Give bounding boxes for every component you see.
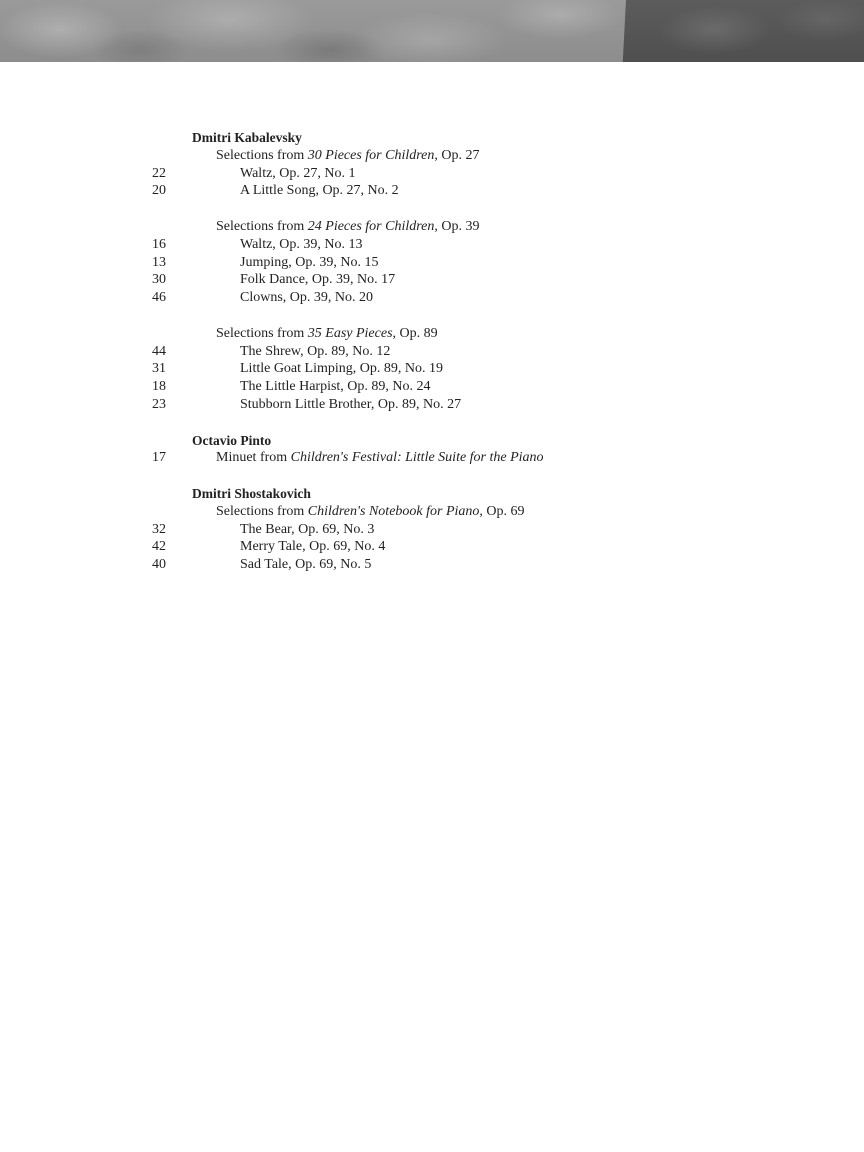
toc-entry[interactable] (0, 360, 864, 378)
composer-heading-row (0, 485, 864, 503)
page-number: 44 (152, 343, 166, 359)
collection-heading-row (0, 503, 864, 521)
composer-name: Octavio Pinto (192, 432, 272, 448)
page-number: 20 (152, 183, 166, 199)
collection-heading (216, 325, 438, 343)
page-number: 22 (152, 165, 166, 181)
collection-opus: , Op. 39 (434, 218, 480, 234)
collection-heading (216, 503, 525, 521)
page-number: 46 (152, 290, 166, 306)
page-number: 18 (152, 379, 166, 395)
piece-title: Little Goat Limping, Op. 89, No. 19 (240, 361, 443, 377)
toc-entry[interactable] (0, 236, 864, 254)
spacer (0, 200, 864, 218)
toc-entry[interactable] (0, 396, 864, 414)
collection-intro: Selections from (216, 325, 308, 341)
page-number: 42 (152, 539, 166, 555)
toc-entry[interactable] (0, 538, 864, 556)
page-number: 16 (152, 236, 166, 252)
toc-entry[interactable] (0, 165, 864, 183)
page-number: 30 (152, 272, 166, 288)
page-number: 17 (152, 450, 166, 466)
page-number: 13 (152, 254, 166, 270)
toc-entry[interactable] (0, 521, 864, 539)
piece-title: Waltz, Op. 39, No. 13 (240, 236, 363, 252)
collection-title: 35 Easy Pieces (307, 325, 393, 341)
toc-entry[interactable] (0, 449, 864, 467)
collection-intro: Selections from (216, 147, 308, 163)
piece-title: The Little Harpist, Op. 89, No. 24 (240, 379, 431, 395)
piece-title: Merry Tale, Op. 69, No. 4 (240, 539, 386, 555)
collection-opus: , Op. 69 (479, 503, 525, 519)
header-banner (0, 0, 864, 62)
collection-heading-row (0, 325, 864, 343)
composer-name: Dmitri Shostakovich (192, 485, 311, 501)
collection-title: 24 Pieces for Children (307, 218, 435, 234)
header-banner-dark-panel (623, 0, 864, 62)
page-number: 31 (152, 361, 166, 377)
spacer (0, 307, 864, 325)
piece-title: Folk Dance, Op. 39, No. 17 (240, 272, 396, 288)
piece-title: Sad Tale, Op. 69, No. 5 (240, 557, 372, 573)
collection-intro: Selections from (216, 218, 308, 234)
collection-title: 30 Pieces for Children (307, 147, 435, 163)
composer-heading-row (0, 432, 864, 450)
collection-intro: Selections from (216, 503, 308, 519)
collection-heading-row (0, 218, 864, 236)
page-number: 23 (152, 396, 166, 412)
composer-name: Dmitri Kabalevsky (192, 130, 302, 145)
spacer (0, 414, 864, 432)
page-number: 40 (152, 557, 166, 573)
toc-entry[interactable] (0, 254, 864, 272)
piece-title: Jumping, Op. 39, No. 15 (240, 254, 379, 270)
spacer (0, 467, 864, 485)
toc-entry[interactable] (0, 343, 864, 361)
toc-entry[interactable] (0, 182, 864, 200)
collection-heading-row (0, 147, 864, 165)
toc-entry[interactable] (0, 378, 864, 396)
collection-title: Children's Notebook for Piano (307, 503, 480, 519)
piece-title: The Shrew, Op. 89, No. 12 (240, 343, 391, 359)
composer-heading-row (0, 129, 864, 147)
piece-title: Clowns, Op. 39, No. 20 (240, 290, 374, 306)
toc-entry[interactable] (0, 556, 864, 574)
collection-opus: , Op. 27 (434, 147, 480, 163)
piece-title: The Bear, Op. 69, No. 3 (240, 521, 375, 537)
collection-title: Children's Festival: Little Suite for the Piano (290, 450, 544, 466)
toc-entry[interactable] (0, 271, 864, 289)
piece-title: A Little Song, Op. 27, No. 2 (240, 183, 399, 199)
page-number: 32 (152, 521, 166, 537)
piece-title: Waltz, Op. 27, No. 1 (240, 165, 356, 181)
piece-title: Stubborn Little Brother, Op. 89, No. 27 (240, 396, 462, 412)
piece-intro: Minuet from (216, 450, 291, 466)
piece-title (216, 449, 544, 467)
table-of-contents (0, 129, 864, 574)
toc-entry[interactable] (0, 289, 864, 307)
collection-opus: , Op. 89 (392, 325, 438, 341)
collection-heading (216, 147, 480, 165)
collection-heading (216, 218, 480, 236)
